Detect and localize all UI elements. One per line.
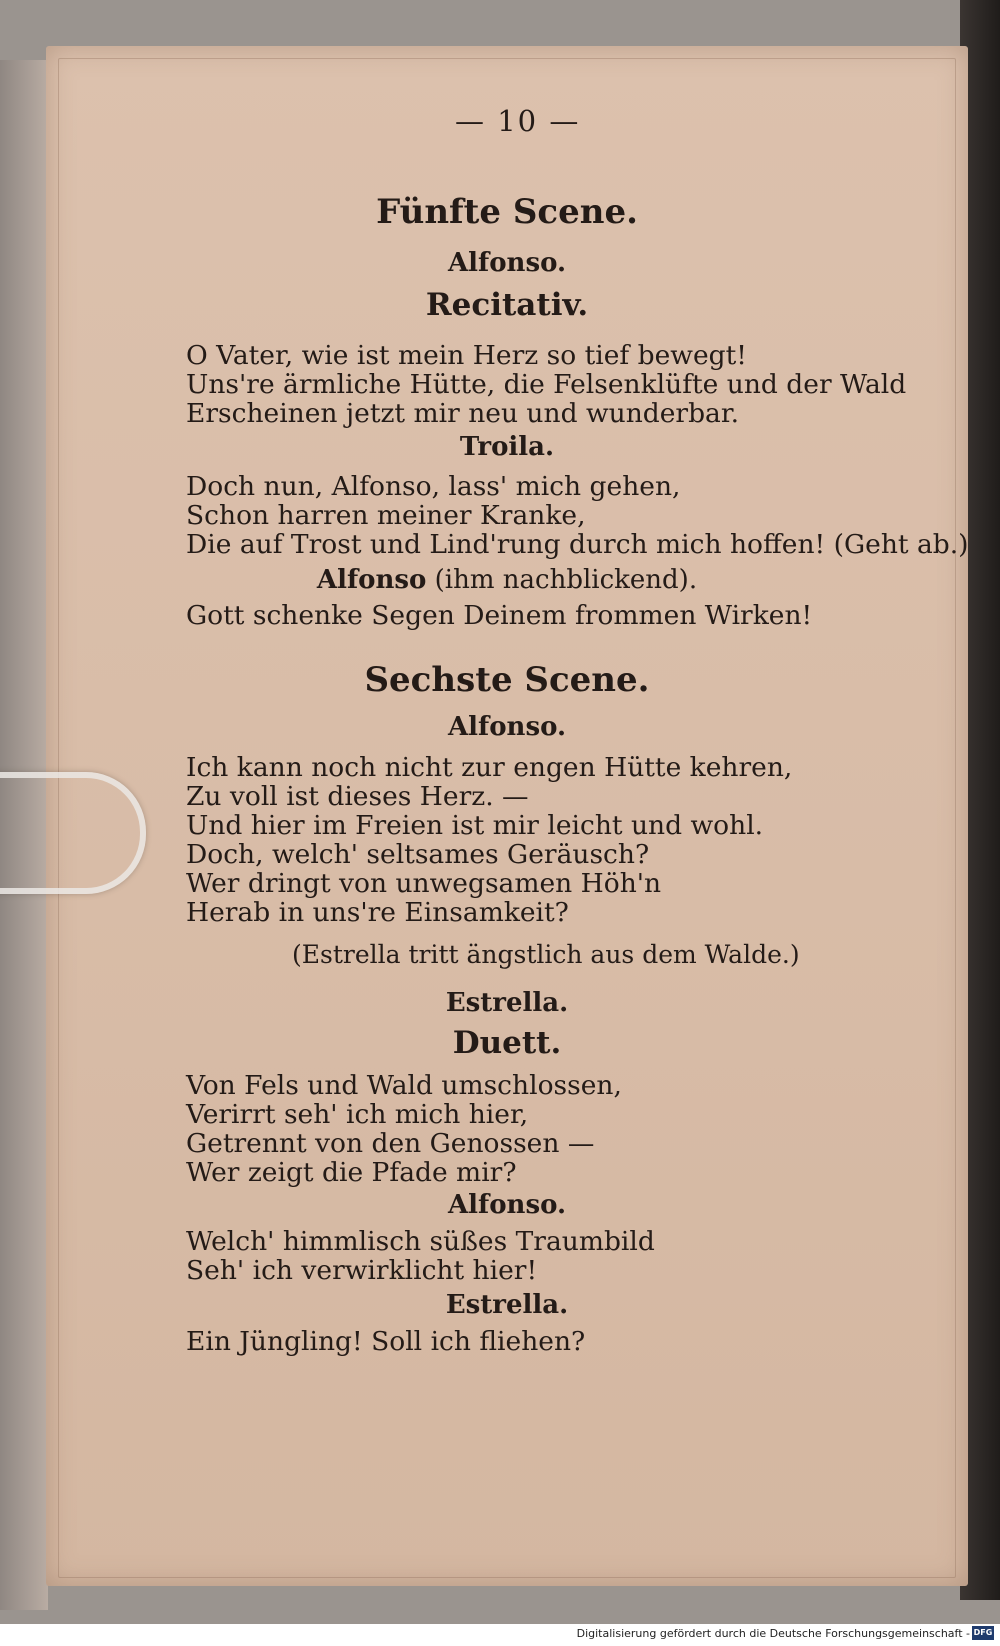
scene5-troila-line-2: Schon harren meiner Kranke, bbox=[186, 500, 586, 531]
scene6-line-2: Zu voll ist dieses Herz. — bbox=[186, 781, 529, 812]
page-clip bbox=[0, 772, 146, 894]
footer-credit: Digitalisierung gefördert durch die Deutsche Forschungsgemeinschaft - bbox=[576, 1627, 970, 1640]
scene6-alfonso3-line-2: Seh' ich verwirklicht hier! bbox=[186, 1255, 538, 1286]
scene5-alfonso2-line-1: Gott schenke Segen Deinem frommen Wirken! bbox=[186, 600, 813, 631]
scene5-title: Fünfte Scene. bbox=[376, 192, 638, 232]
scene5-speaker-troila: Troila. bbox=[459, 432, 555, 462]
scene6-speaker-estrella2: Estrella. bbox=[445, 1290, 569, 1320]
scene5-speaker-alfonso2-note: (ihm nachblickend). bbox=[434, 565, 698, 595]
scene6-estrella-line-2: Verirrt seh' ich mich hier, bbox=[186, 1099, 529, 1130]
scene6-line-6: Herab in uns're Einsamkeit? bbox=[186, 897, 569, 928]
scene6-stage-direction: (Estrella tritt ängstlich aus dem Walde.) bbox=[292, 940, 800, 969]
scene6-alfonso3-line-1: Welch' himmlisch süßes Traumbild bbox=[186, 1226, 655, 1257]
scene5-speaker-alfonso2-name: Alfonso bbox=[316, 565, 427, 595]
scene6-title: Sechste Scene. bbox=[364, 660, 650, 700]
scene5-speaker-alfonso2 bbox=[46, 565, 968, 595]
scene6-line-1: Ich kann noch nicht zur engen Hütte kehren, bbox=[186, 752, 793, 783]
scene5-line-2: Uns're ärmliche Hütte, die Felsenklüfte und der Wald bbox=[186, 369, 907, 400]
scene6-estrella-line-1: Von Fels und Wald umschlossen, bbox=[186, 1070, 622, 1101]
scene6-line-5: Wer dringt von unwegsamen Höh'n bbox=[186, 868, 662, 899]
scene5-troila-line-3: Die auf Trost und Lind'rung durch mich hoffen! (Geht ab.) bbox=[186, 529, 969, 560]
scene5-troila-line-1: Doch nun, Alfonso, lass' mich gehen, bbox=[186, 471, 681, 502]
scene5-section: Recitativ. bbox=[425, 287, 589, 323]
scene6-speaker-estrella: Estrella. bbox=[445, 988, 569, 1018]
scene6-line-3: Und hier im Freien ist mir leicht und wohl. bbox=[186, 810, 764, 841]
scene6-line-4: Doch, welch' seltsames Geräusch? bbox=[186, 839, 650, 870]
scene6-speaker: Alfonso. bbox=[447, 712, 567, 742]
page-number: — 10 — bbox=[455, 104, 581, 138]
dfg-logo: DFG bbox=[972, 1626, 994, 1640]
scene6-estrella2-line-1: Ein Jüngling! Soll ich fliehen? bbox=[186, 1326, 586, 1357]
scene6-estrella-line-3: Getrennt von den Genossen — bbox=[186, 1128, 595, 1159]
scene6-speaker-alfonso3: Alfonso. bbox=[447, 1190, 567, 1220]
scene5-speaker: Alfonso. bbox=[447, 248, 567, 278]
scene6-section: Duett. bbox=[452, 1025, 562, 1061]
scene5-line-1: O Vater, wie ist mein Herz so tief bewegt! bbox=[186, 340, 747, 371]
scene5-line-3: Erscheinen jetzt mir neu und wunderbar. bbox=[186, 398, 740, 429]
scene6-estrella-line-4: Wer zeigt die Pfade mir? bbox=[186, 1157, 517, 1188]
